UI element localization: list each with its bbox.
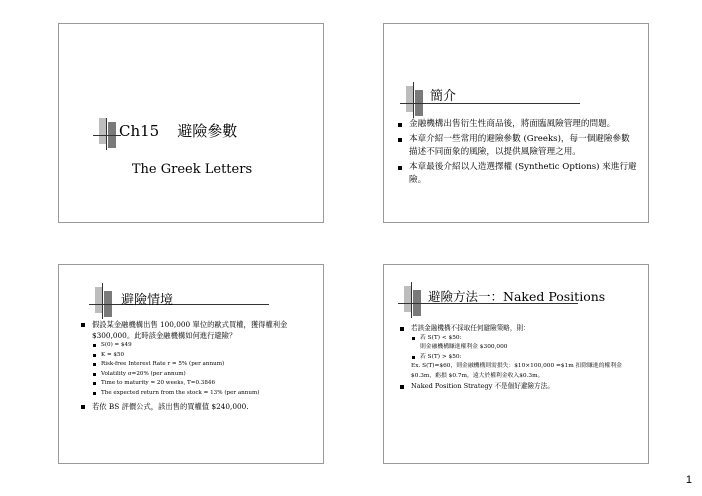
title-marker-icon <box>89 287 119 317</box>
bullet-list <box>398 118 638 189</box>
param-item: S(0) = $49 <box>92 341 311 351</box>
param-item: Volatility σ=20% (per annum) <box>92 370 311 380</box>
param-item: Time to maturity = 20 weeks, T=0.3846 <box>92 379 311 389</box>
chapter-subtitle: The Greek Letters <box>131 162 253 177</box>
param-item: The expected return from the stock = 13% (per annum) <box>92 389 311 399</box>
chapter-title <box>119 120 255 141</box>
title-marker-icon <box>400 86 430 116</box>
slide-3 <box>58 264 324 464</box>
bullet-list <box>400 323 636 392</box>
slide-4 <box>383 264 649 464</box>
slide-title: 簡介 <box>430 89 457 104</box>
case-note: 則金融機構賺進權利金 $300,000 <box>420 344 508 350</box>
param-item: Risk-free Interest Rate r = 5% (per annum) <box>92 360 311 370</box>
title-marker-icon <box>398 286 428 316</box>
list-item: Naked Position Strategy 不是個好避險方法。 <box>400 381 636 392</box>
list-item: 本章最後介紹以人造選擇權 (Synthetic Options) 來進行避險。 <box>398 161 638 187</box>
slide-1 <box>58 23 324 223</box>
chapter-number: Ch15 <box>119 122 160 140</box>
chapter-name: 避險參數 <box>177 122 238 140</box>
page-number: 1 <box>685 474 692 486</box>
list-item: 假設某金融機構出售 100,000 單位的歐式買權，獲得權利金 $300,000。此時該金融機構如何進行避險？ <box>81 319 311 341</box>
param-item: K = $50 <box>92 351 311 361</box>
slide-2 <box>383 23 649 223</box>
slide-title: 避險方法一：Naked Positions <box>428 289 606 304</box>
bullet-list <box>81 319 311 412</box>
slide-title: 避險情境 <box>121 293 174 308</box>
list-item: 若依 BS 評價公式，該出售的買權值 $240,000. <box>81 401 311 412</box>
list-item: 若該金融機構不採取任何避險策略，則： <box>400 323 636 334</box>
case-item: 若 S(T) > $50: <box>411 353 636 363</box>
list-item: 本章介紹一些常用的避險參數 (Greeks)，每一個避險參數描述不同面象的風險，以提供風險管理之用。 <box>398 133 638 159</box>
case-item: 若 S(T) < $50: <box>411 334 636 344</box>
list-item: 金融機構出售衍生性商品後，將面臨風險管理的問題。 <box>398 118 638 131</box>
example-text: Ex. S(T)=$60，則金融機構則需損失：$10×100,000 =$1m 扣除賺進的權利金 $0.3m，虧損 $0.7m，遠大於權利金收入$0.3m。 <box>411 363 622 379</box>
